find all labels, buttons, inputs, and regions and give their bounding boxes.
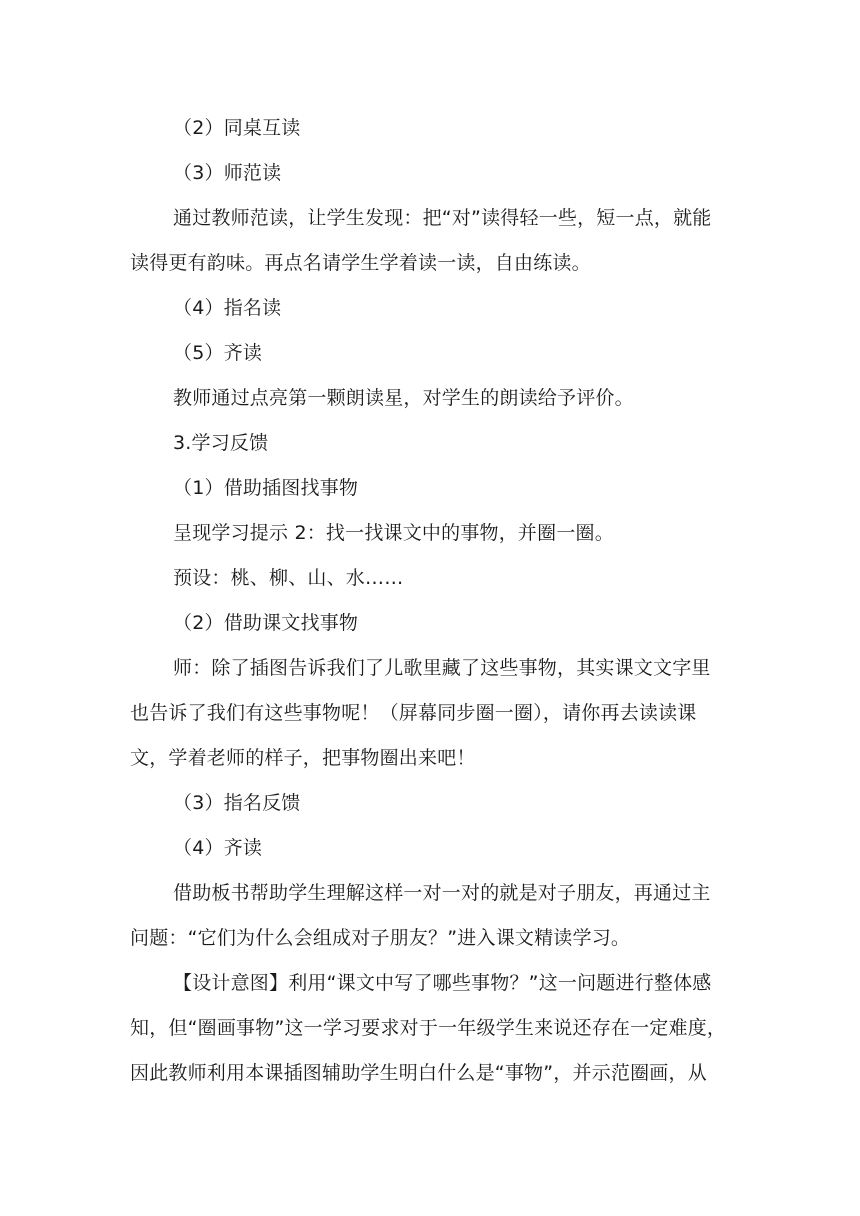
item-named-reading: （4）指名读 (173, 297, 282, 319)
paragraph-line: 借助板书帮助学生理解这样一对一对的就是对子朋友，再通过主 (173, 882, 711, 904)
paragraph-line: 文，学着老师的样子，把事物圈出来吧！ (130, 747, 476, 769)
item-group-reading: （5）齐读 (173, 342, 263, 364)
paragraph-line: 呈现学习提示 2：找一找课文中的事物，并圈一圈。 (173, 522, 614, 544)
paragraph-line: 读得更有韵味。再点名请学生学着读一读，自由练读。 (130, 252, 591, 274)
section-heading: 3.学习反馈 (173, 432, 269, 454)
paragraph-line: 教师通过点亮第一颗朗读星，对学生的朗读给予评价。 (173, 387, 634, 409)
item-desk-mate-reading: （2）同桌互读 (173, 117, 301, 139)
paragraph-line: 知，但“圈画事物”这一学习要求对于一年级学生来说还存在一定难度， (130, 1017, 727, 1039)
item-group-reading-2: （4）齐读 (173, 837, 263, 859)
item-named-feedback: （3）指名反馈 (173, 792, 301, 814)
item-find-by-text: （2）借助课文找事物 (173, 612, 359, 634)
paragraph-line: 也告诉了我们有这些事物呢！（屏幕同步圈一圈），请你再去读读课 (130, 702, 697, 724)
paragraph-line: 问题：“它们为什么会组成对子朋友？”进入课文精读学习。 (130, 927, 631, 949)
paragraph-line: 通过教师范读，让学生发现：把“对”读得轻一些，短一点，就能 (173, 207, 712, 229)
paragraph-line: 预设：桃、柳、山、水…… (173, 567, 404, 589)
item-find-by-illustration: （1）借助插图找事物 (173, 477, 359, 499)
paragraph-line: 因此教师利用本课插图辅助学生明白什么是“事物”，并示范圈画，从 (130, 1062, 707, 1084)
paragraph-line: 【设计意图】利用“课文中写了哪些事物？”这一问题进行整体感 (173, 972, 712, 994)
paragraph-line: 师：除了插图告诉我们了儿歌里藏了这些事物，其实课文文字里 (173, 657, 711, 679)
item-teacher-model-reading: （3）师范读 (173, 162, 282, 184)
